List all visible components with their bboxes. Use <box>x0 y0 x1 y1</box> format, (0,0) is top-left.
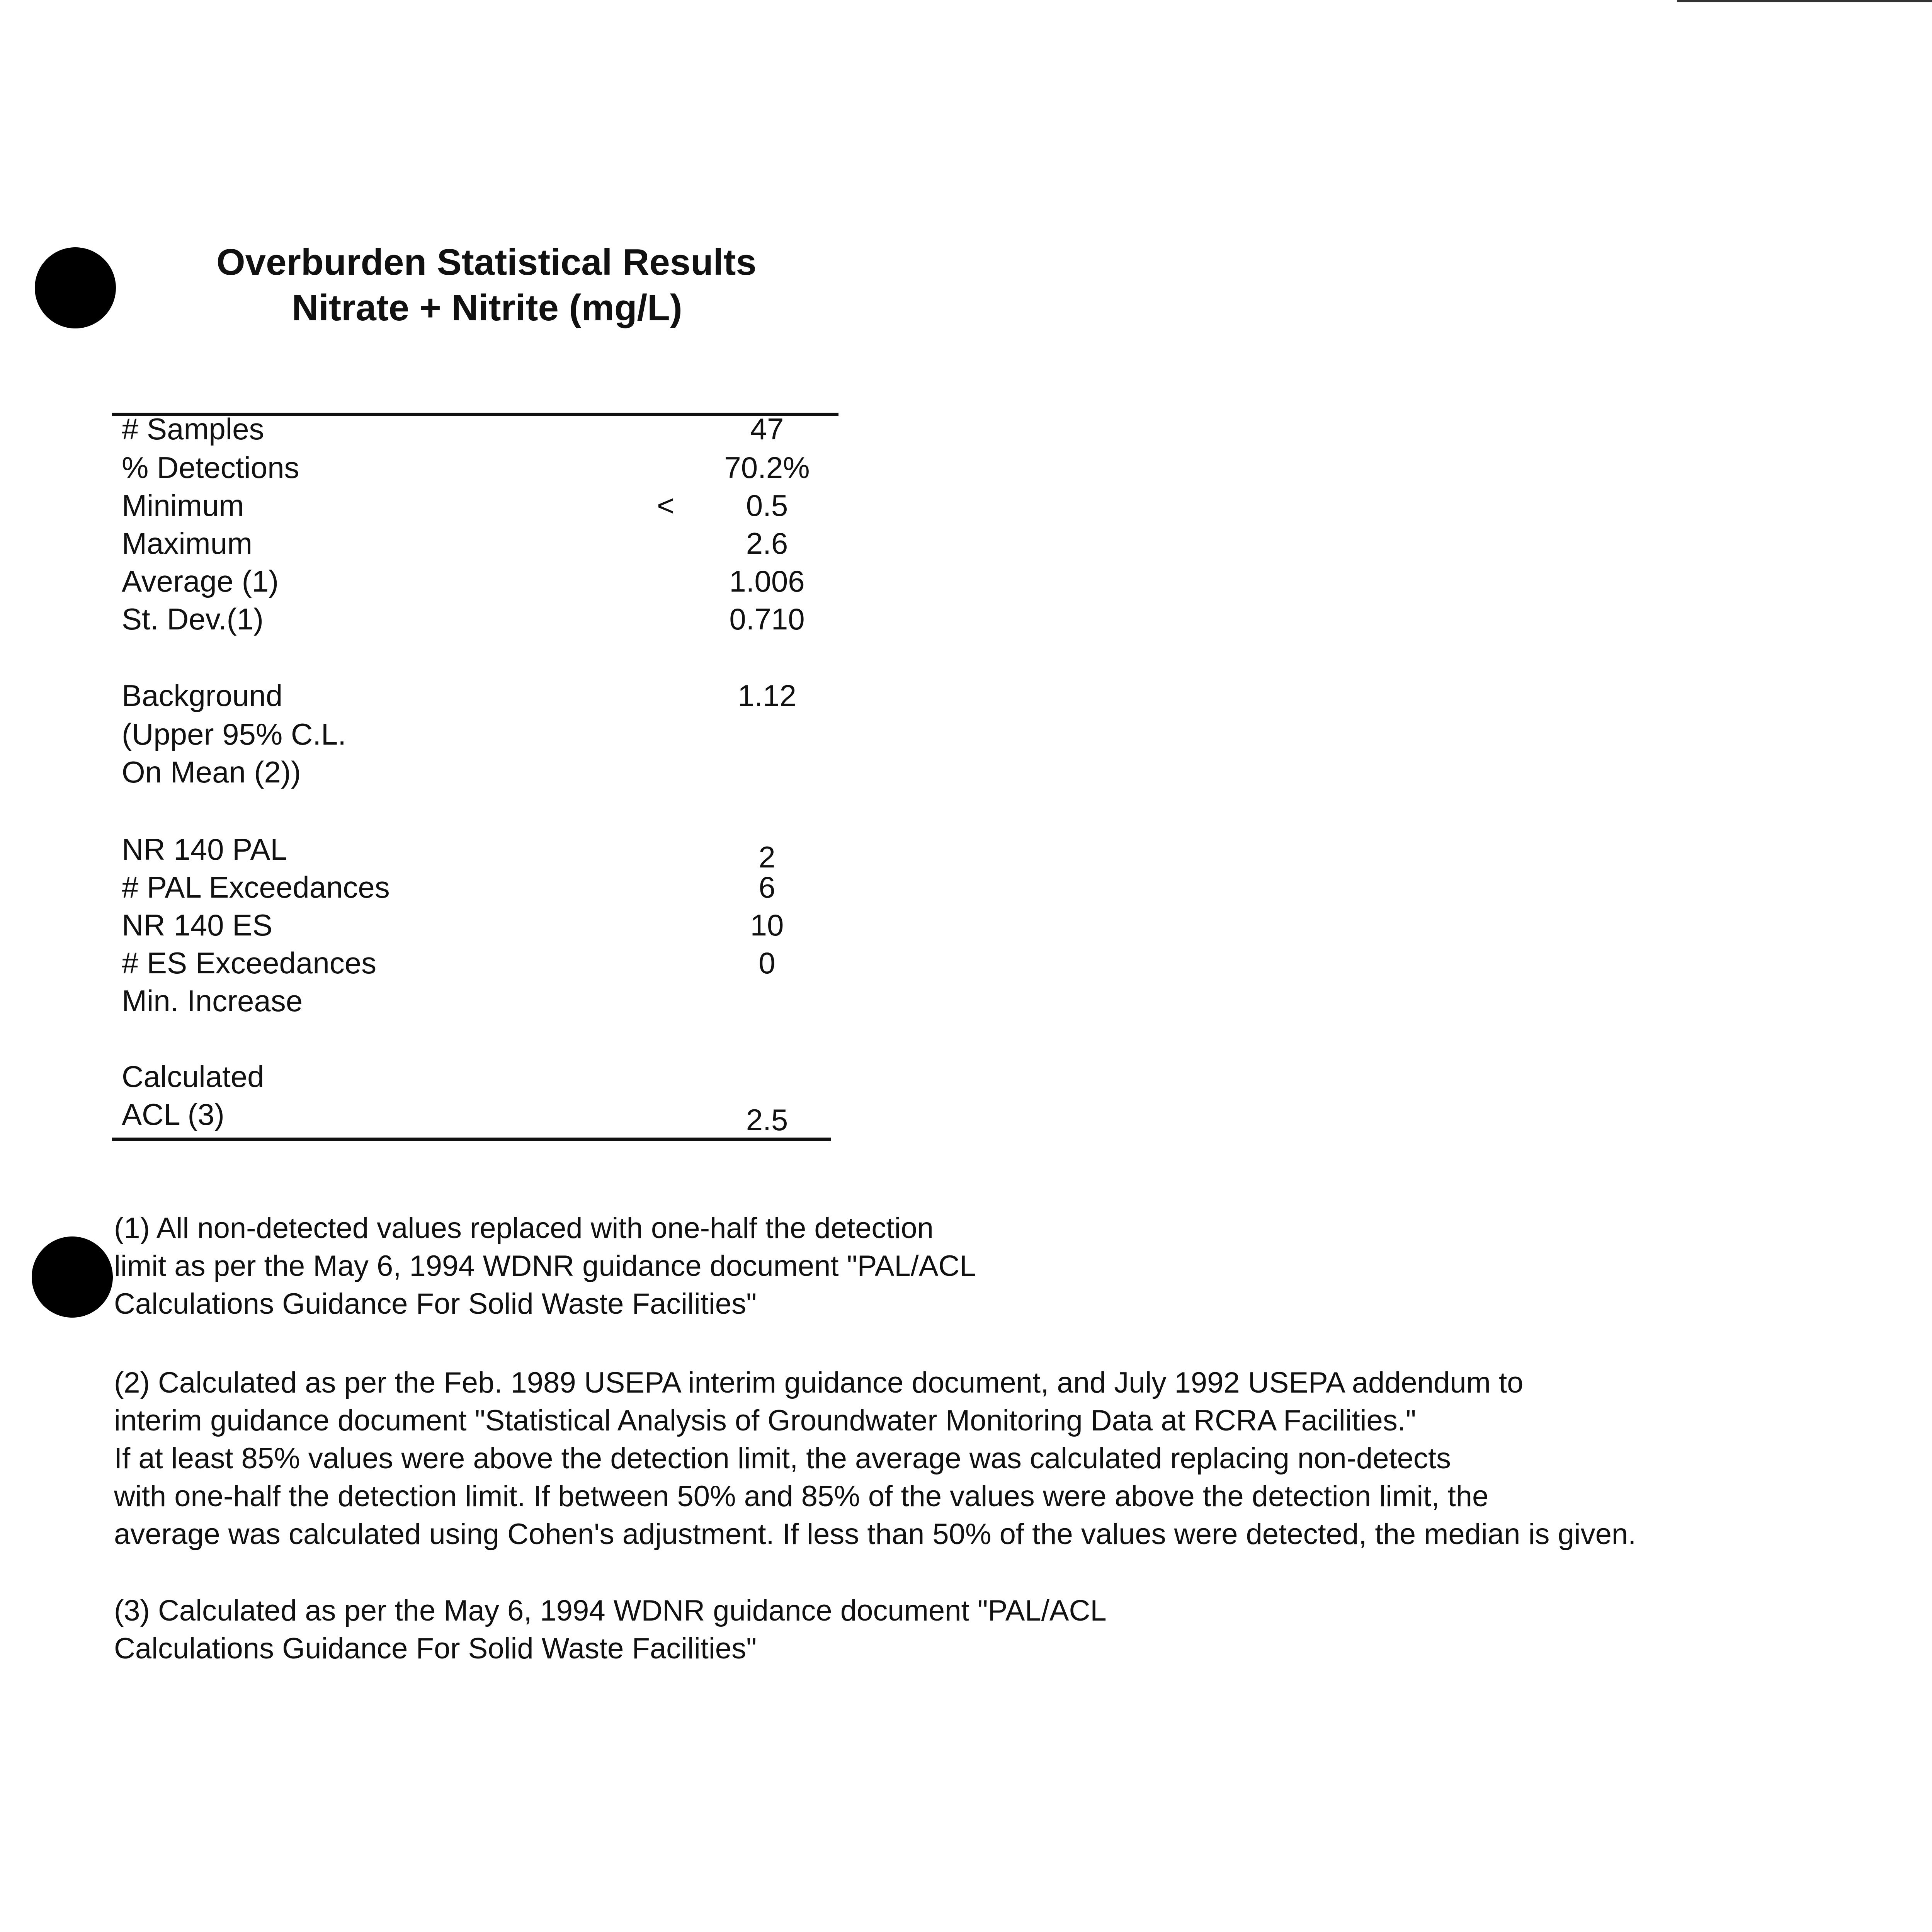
row-value: 70.2% <box>724 451 810 485</box>
row-label: Min. Increase <box>122 984 303 1018</box>
row-value: 1.006 <box>729 564 805 598</box>
row-label: Average (1) <box>122 564 279 598</box>
row-value: 2.6 <box>746 526 788 560</box>
table-row <box>122 715 840 753</box>
footnote-line: Calculations Guidance For Solid Waste Facilities" <box>114 1632 757 1665</box>
table-row <box>122 676 840 715</box>
footnote-line: (3) Calculated as per the May 6, 1994 WDNR guidance document "PAL/ACL <box>114 1594 1107 1627</box>
footnote-line: limit as per the May 6, 1994 WDNR guidance document "PAL/ACL <box>114 1250 976 1282</box>
less-than-sign: < <box>657 488 675 522</box>
table-row <box>122 524 840 563</box>
row-label: Calculated <box>122 1060 264 1094</box>
footnote-line: If at least 85% values were above the detection limit, the average was calculated replacing non-detects <box>114 1442 1451 1475</box>
row-label: Background <box>122 679 283 713</box>
footnote-3 <box>114 1592 1107 1668</box>
row-value: 47 <box>750 412 784 446</box>
table-bottom-rule <box>112 1138 831 1141</box>
table-row <box>122 868 840 906</box>
table-row <box>122 486 840 525</box>
page-title <box>216 240 757 331</box>
footnote-1 <box>114 1209 976 1323</box>
row-label: # PAL Exceedances <box>122 870 390 904</box>
footnote-line: (1) All non-detected values replaced with one-half the detection <box>114 1212 934 1245</box>
table-row <box>122 410 840 448</box>
row-label: St. Dev.(1) <box>122 602 264 636</box>
footnote-line: average was calculated using Cohen's adjustment. If less than 50% of the values were detected, the median is given. <box>114 1518 1636 1551</box>
row-label: Minimum <box>122 488 244 522</box>
table-row <box>122 1095 840 1137</box>
row-label: NR 140 ES <box>122 908 273 942</box>
footnote-line: interim guidance document "Statistical Analysis of Groundwater Monitoring Data at RCRA Facilities." <box>114 1404 1416 1437</box>
title-line-1: Overburden Statistical Results <box>216 242 757 283</box>
row-label: # ES Exceedances <box>122 946 377 980</box>
row-value: 6 <box>759 870 776 904</box>
row-label: % Detections <box>122 451 299 485</box>
footnote-line: (2) Calculated as per the Feb. 1989 USEPA interim guidance document, and July 1992 USEPA addendum to <box>114 1366 1524 1399</box>
row-value: 10 <box>750 908 784 942</box>
row-label: ACL (3) <box>122 1097 224 1131</box>
row-label: NR 140 PAL <box>122 832 287 866</box>
table-row <box>122 1057 840 1096</box>
row-value: 2 <box>759 840 776 874</box>
row-value: 2.5 <box>746 1103 788 1137</box>
footnote-line: with one-half the detection limit. If between 50% and 85% of the values were above the detection limit, the <box>114 1480 1489 1513</box>
table-row <box>122 448 840 487</box>
footnote-2 <box>114 1364 1636 1553</box>
row-label: On Mean (2)) <box>122 755 301 789</box>
row-value: 0 <box>759 946 776 980</box>
punch-hole-top <box>35 247 116 328</box>
footnote-line: Calculations Guidance For Solid Waste Facilities" <box>114 1287 757 1320</box>
row-value: 0.5 <box>746 488 788 522</box>
row-value: 1.12 <box>738 679 796 713</box>
row-label: (Upper 95% C.L. <box>122 717 346 751</box>
top-edge-rule <box>1677 0 1932 2</box>
row-label: # Samples <box>122 412 264 446</box>
table-row <box>122 944 840 982</box>
row-value: 0.710 <box>729 602 805 636</box>
title-line-2: Nitrate + Nitrite (mg/L) <box>292 287 682 328</box>
table-row <box>122 600 840 638</box>
punch-hole-middle <box>32 1236 113 1318</box>
table-row <box>122 906 840 944</box>
table-row <box>122 562 840 600</box>
table-row <box>122 753 840 791</box>
table-row <box>122 830 840 874</box>
row-label: Maximum <box>122 526 253 560</box>
table-row <box>122 981 840 1020</box>
